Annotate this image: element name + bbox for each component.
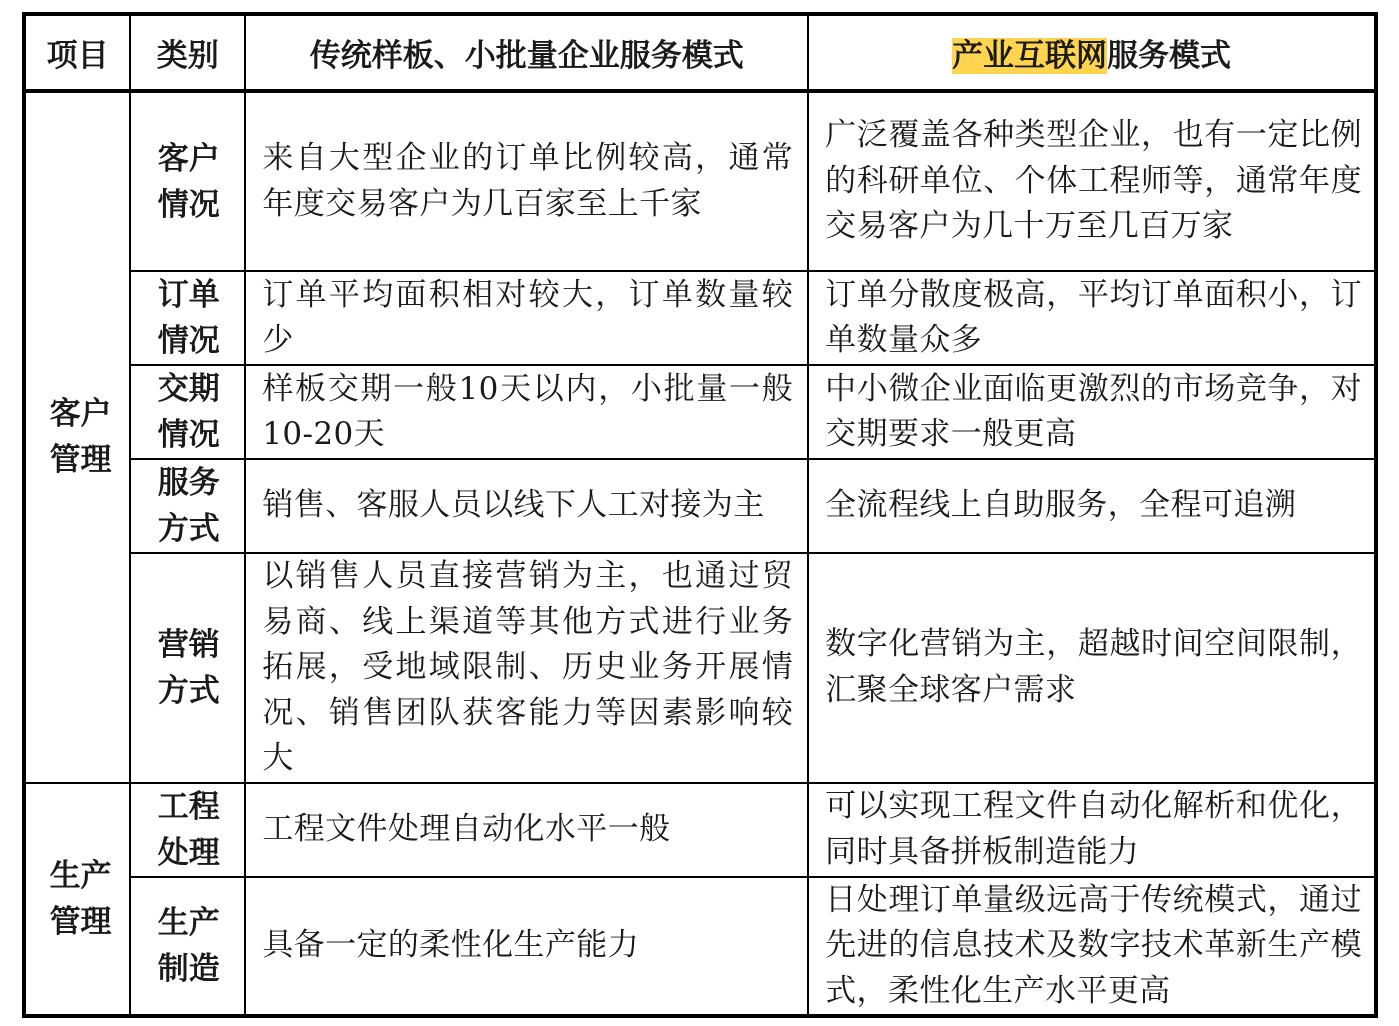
header-traditional-mode: 传统样板、小批量企业服务模式 bbox=[245, 14, 808, 91]
table-row bbox=[24, 271, 1376, 365]
traditional-cell: 来自大型企业的订单比例较高，通常年度交易客户为几百家至上千家 bbox=[245, 91, 808, 271]
group-customer-management: 客户管理 bbox=[24, 91, 130, 783]
category-cell: 客户情况 bbox=[130, 91, 245, 271]
table-row bbox=[24, 553, 1376, 783]
industrial-cell: 订单分散度极高，平均订单面积小，订单数量众多 bbox=[808, 271, 1376, 365]
header-row bbox=[24, 14, 1376, 91]
category-cell: 营销方式 bbox=[130, 553, 245, 783]
table-row bbox=[24, 783, 1376, 877]
table-row bbox=[24, 877, 1376, 1017]
table-row bbox=[24, 91, 1376, 271]
industrial-cell: 可以实现工程文件自动化解析和优化，同时具备拼板制造能力 bbox=[808, 783, 1376, 877]
traditional-cell: 以销售人员直接营销为主，也通过贸易商、线上渠道等其他方式进行业务拓展，受地域限制、历史业务开展情况、销售团队获客能力等因素影响较大 bbox=[245, 553, 808, 783]
traditional-cell: 样板交期一般10天以内，小批量一般10-20天 bbox=[245, 365, 808, 459]
comparison-table bbox=[22, 12, 1378, 1018]
group-production-management: 生产管理 bbox=[24, 783, 130, 1017]
header-project: 项目 bbox=[24, 14, 130, 91]
header-industrial-rest: 服务模式 bbox=[1107, 38, 1232, 74]
industrial-cell: 中小微企业面临更激烈的市场竞争，对交期要求一般更高 bbox=[808, 365, 1376, 459]
header-category: 类别 bbox=[130, 14, 245, 91]
traditional-cell: 订单平均面积相对较大，订单数量较少 bbox=[245, 271, 808, 365]
category-cell: 服务方式 bbox=[130, 459, 245, 553]
table-row bbox=[24, 365, 1376, 459]
header-industrial-internet-mode bbox=[808, 14, 1376, 91]
category-cell: 工程处理 bbox=[130, 783, 245, 877]
category-cell: 订单情况 bbox=[130, 271, 245, 365]
table-row bbox=[24, 459, 1376, 553]
industrial-cell: 广泛覆盖各种类型企业，也有一定比例的科研单位、个体工程师等，通常年度交易客户为几十万至几百万家 bbox=[808, 91, 1376, 271]
traditional-cell: 具备一定的柔性化生产能力 bbox=[245, 877, 808, 1017]
traditional-cell: 工程文件处理自动化水平一般 bbox=[245, 783, 808, 877]
category-cell: 生产制造 bbox=[130, 877, 245, 1017]
header-highlight: 产业互联网 bbox=[952, 38, 1108, 74]
industrial-cell: 数字化营销为主，超越时间空间限制，汇聚全球客户需求 bbox=[808, 553, 1376, 783]
category-cell: 交期情况 bbox=[130, 365, 245, 459]
traditional-cell: 销售、客服人员以线下人工对接为主 bbox=[245, 459, 808, 553]
industrial-cell: 全流程线上自助服务，全程可追溯 bbox=[808, 459, 1376, 553]
industrial-cell: 日处理订单量级远高于传统模式，通过先进的信息技术及数字技术革新生产模式，柔性化生产水平更高 bbox=[808, 877, 1376, 1017]
